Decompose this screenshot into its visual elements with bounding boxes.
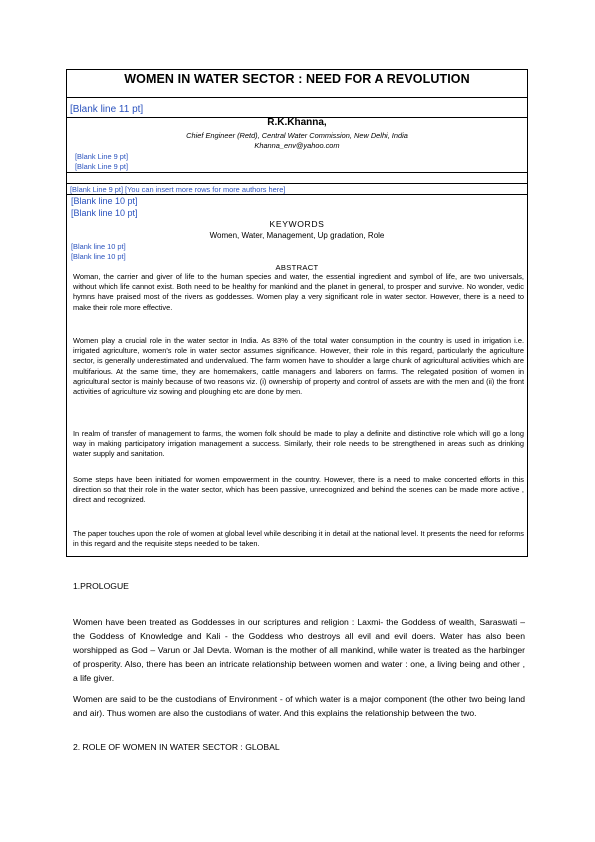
blank-line-10pt: [Blank line 10 pt] [71, 208, 138, 218]
paper-title: WOMEN IN WATER SECTOR : NEED FOR A REVOLUTION [124, 72, 470, 86]
section-heading-prologue: 1.PROLOGUE [73, 581, 129, 591]
blank-line-9pt: [Blank Line 9 pt] [75, 162, 129, 171]
keywords-text: Women, Water, Management, Up gradation, Role [209, 231, 385, 240]
abstract-paragraph: Some steps have been initiated for women empowerment in the country. However, there is a need to make concerted efforts in this direction so that their role in the water sector, which has been passive, unrecognized and behind the scenes can be made more active , direct and recognized. [73, 475, 524, 505]
abstract-heading: ABSTRACT [275, 263, 319, 272]
table-divider [66, 194, 528, 195]
abstract-paragraph: Women play a crucial role in the water sector in India. As 83% of the total water consumption in the country is used in irrigation i.e. irrigated agriculture, women's role in water sector assumes significance. However, their role in this regard, particularly the agriculture sector, is generally underestimated and undervalued. The farm women have to shoulder a large chunk of agricultural activities which are multifarious. At the same time, they are homemakers, cattle managers and laborers on farms. The relegated position of women in agricultural sector is mainly because of two reasons viz. (i) ownership of property and control of assets are with the men and (ii) the front activities of agriculture viz sowing and ploughing etc are done by men. [73, 336, 524, 397]
blank-line-9pt: [Blank Line 9 pt] [75, 152, 129, 161]
table-divider [66, 172, 528, 173]
abstract-paragraph: In realm of transfer of management to farms, the women folk should be made to play a definite and distinctive role which will go a long way in making participatory irrigation management a success. Similarly, their role needs to be strengthened in areas such as drinking water supply and sanitation. [73, 429, 524, 459]
section-heading-global: 2. ROLE OF WOMEN IN WATER SECTOR : GLOBAL [73, 742, 280, 752]
author-email: Khanna_env@yahoo.com [254, 141, 340, 150]
table-divider [66, 183, 528, 184]
table-divider [66, 97, 528, 98]
prologue-paragraph: Women have been treated as Goddesses in our scriptures and religion : Laxmi- the Goddess of wealth, Saraswati – the Goddess of Knowledge and Kali - the Goddess who destroys all evil and evil doers. Water has also been worshipped as God – Varun or Jal Devta. Woman is the mother of all mankind, while water is treated as the harbinger of prosperity. Also, there has been an intricate relationship between women and water : one, a living being and other , a life giver. [73, 617, 525, 683]
prologue-paragraph: Women are said to be the custodians of Environment - of which water is a major component (the other two being land and air). Thus women are also the custodians of water. And this explains the relationship between the two. [73, 694, 525, 718]
blank-line-11pt: [Blank line 11 pt] [70, 104, 144, 115]
blank-line-9pt-more-authors: [Blank Line 9 pt] [You can insert more rows for more authors here] [70, 185, 286, 194]
author-affiliation: Chief Engineer (Retd), Central Water Commission, New Delhi, India [186, 131, 408, 140]
blank-line-10pt: [Blank line 10 pt] [71, 242, 126, 251]
blank-line-10pt: [Blank line 10 pt] [71, 196, 138, 206]
keywords-heading: KEYWORDS [269, 219, 325, 229]
blank-line-10pt: [Blank line 10 pt] [71, 252, 126, 261]
abstract-paragraph: Woman, the carrier and giver of life to the human species and water, the essential ingredient and symbol of life, are two universals, without which life cannot exist. Both need to be healthy for mankind and the planet in general, to prosper and survive. No wonder, vedic hymns have praised most of the rivers as goddesses. Women play a very significant role in water sector. However, there is a need to make their role more effective. [73, 272, 524, 312]
abstract-paragraph: The paper touches upon the role of women at global level while describing it in detail at the national level. It presents the need for reforms in this regard and the requisite steps needed to be taken. [73, 529, 524, 549]
author-name: R.K.Khanna, [267, 117, 327, 128]
